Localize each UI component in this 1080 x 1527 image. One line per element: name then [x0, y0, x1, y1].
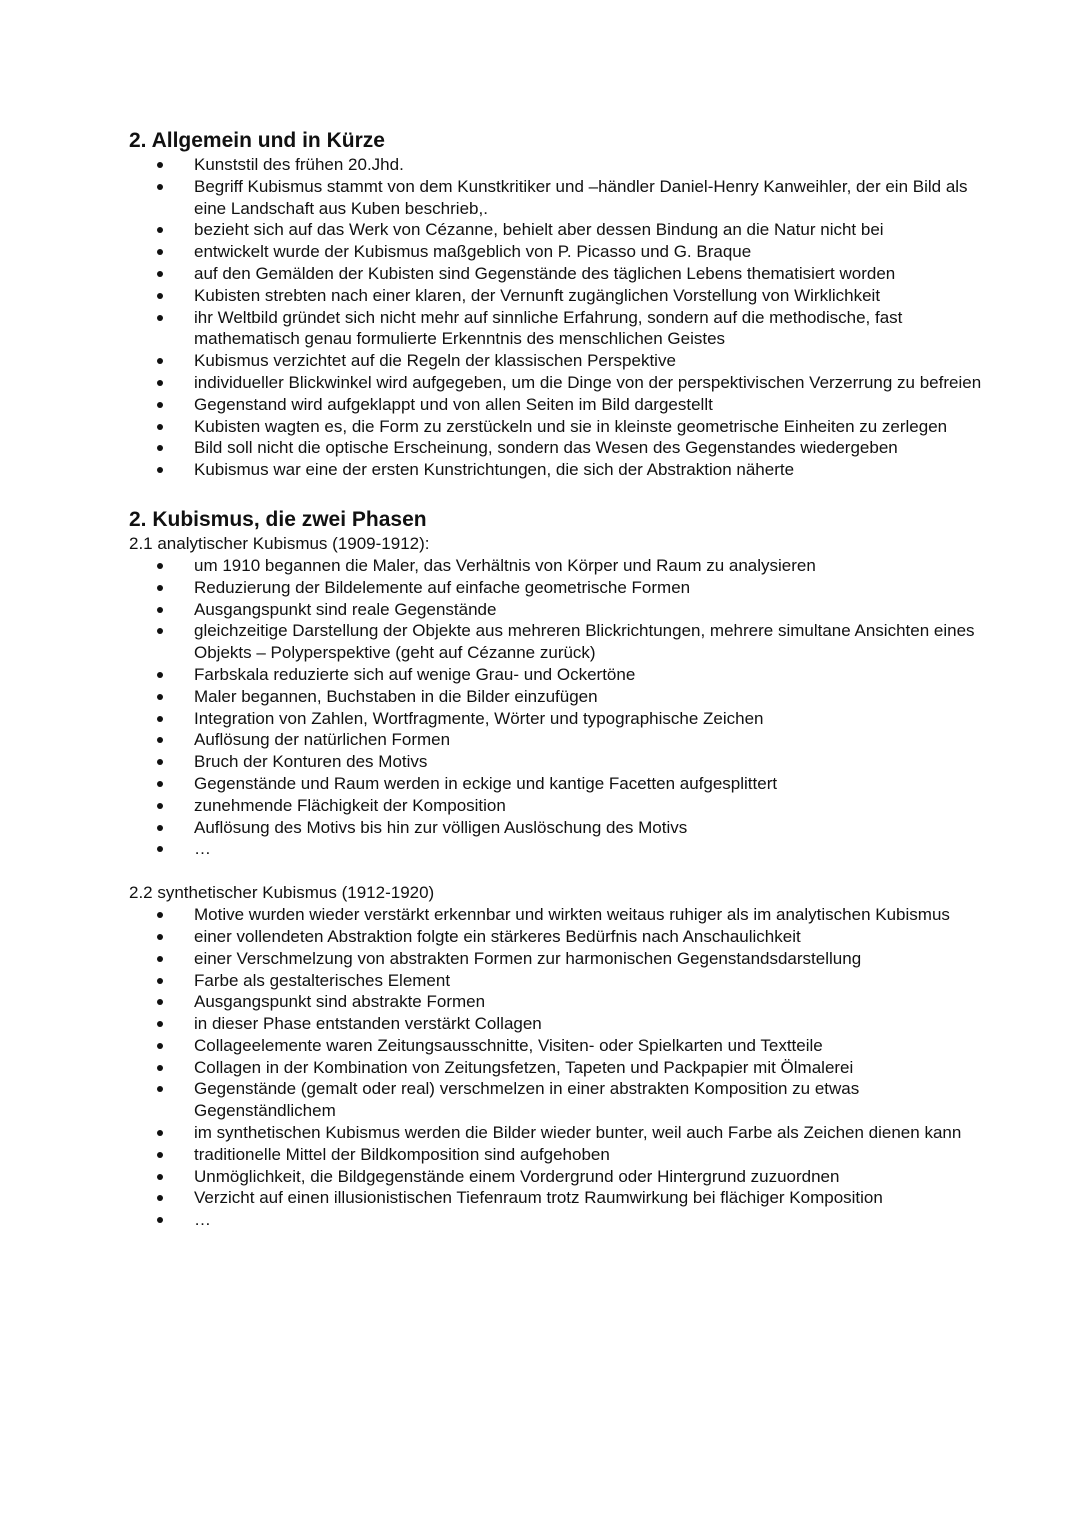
list-item: in dieser Phase entstanden verstärkt Collagen: [129, 1013, 989, 1035]
list-item: Reduzierung der Bildelemente auf einfache geometrische Formen: [129, 577, 989, 599]
list-item: gleichzeitige Darstellung der Objekte aus mehreren Blickrichtungen, mehrere simultane Ansichten eines Objekts – Polyperspektive (geht auf Cézanne zurück): [129, 620, 989, 664]
list-item: bezieht sich auf das Werk von Cézanne, behielt aber dessen Bindung an die Natur nicht bei: [129, 219, 989, 241]
list-item: Kubismus war eine der ersten Kunstrichtungen, die sich der Abstraktion näherte: [129, 459, 989, 481]
list-item: …: [129, 1209, 989, 1231]
list-item: Ausgangspunkt sind abstrakte Formen: [129, 991, 989, 1013]
list-item: traditionelle Mittel der Bildkomposition sind aufgehoben: [129, 1144, 989, 1166]
list-item: Collageelemente waren Zeitungsausschnitte, Visiten- oder Spielkarten und Textteile: [129, 1035, 989, 1057]
list-item: Farbe als gestalterisches Element: [129, 970, 989, 992]
list-item: Maler begannen, Buchstaben in die Bilder einzufügen: [129, 686, 989, 708]
list-item: Gegenstände (gemalt oder real) verschmelzen in einer abstrakten Komposition zu etwas Gegenständlichem: [129, 1078, 989, 1122]
list-item: einer vollendeten Abstraktion folgte ein stärkeres Bedürfnis nach Anschaulichkeit: [129, 926, 989, 948]
list-item: Auflösung der natürlichen Formen: [129, 729, 989, 751]
document-content: [129, 128, 989, 1231]
list-item: im synthetischen Kubismus werden die Bilder wieder bunter, weil auch Farbe als Zeichen dienen kann: [129, 1122, 989, 1144]
list-item: einer Verschmelzung von abstrakten Formen zur harmonischen Gegenstandsdarstellung: [129, 948, 989, 970]
subsection-heading-analytic: 2.1 analytischer Kubismus (1909-1912):: [129, 533, 430, 553]
list-item: Motive wurden wieder verstärkt erkennbar und wirkten weitaus ruhiger als im analytischen Kubismus: [129, 904, 989, 926]
section-phasen: [129, 507, 989, 1231]
list-item: Ausgangspunkt sind reale Gegenstände: [129, 599, 989, 621]
section-allgemein: [129, 128, 989, 481]
bullet-list: [129, 904, 989, 1231]
list-item: Unmöglichkeit, die Bildgegenstände einem Vordergrund oder Hintergrund zuzuordnen: [129, 1166, 989, 1188]
list-item: zunehmende Flächigkeit der Komposition: [129, 795, 989, 817]
list-item: Kubisten strebten nach einer klaren, der Vernunft zugänglichen Vorstellung von Wirklichkeit: [129, 285, 989, 307]
list-item: Bruch der Konturen des Motivs: [129, 751, 989, 773]
list-item: Verzicht auf einen illusionistischen Tiefenraum trotz Raumwirkung bei flächiger Komposition: [129, 1187, 989, 1209]
list-item: entwickelt wurde der Kubismus maßgeblich von P. Picasso und G. Braque: [129, 241, 989, 263]
list-item: Integration von Zahlen, Wortfragmente, Wörter und typographische Zeichen: [129, 708, 989, 730]
list-item: ihr Weltbild gründet sich nicht mehr auf sinnliche Erfahrung, sondern auf die methodische, fast mathematisch genau formulierte Erkenntnis des menschlichen Geistes: [129, 307, 989, 351]
list-item: um 1910 begannen die Maler, das Verhältnis von Körper und Raum zu analysieren: [129, 555, 989, 577]
list-item: …: [129, 838, 989, 860]
bullet-list: [129, 555, 989, 860]
list-item: individueller Blickwinkel wird aufgegeben, um die Dinge von der perspektivischen Verzerrung zu befreien: [129, 372, 989, 394]
list-item: Bild soll nicht die optische Erscheinung, sondern das Wesen des Gegenstandes wiedergeben: [129, 437, 989, 459]
list-item: Kubisten wagten es, die Form zu zerstückeln und sie in kleinste geometrische Einheiten zu zerlegen: [129, 416, 989, 438]
section-title: 2. Kubismus, die zwei Phasen: [129, 507, 427, 531]
list-item: Begriff Kubismus stammt von dem Kunstkritiker und –händler Daniel-Henry Kanweihler, der ein Bild als eine Landschaft aus Kuben beschrieb,.: [129, 176, 989, 220]
list-item: Farbskala reduzierte sich auf wenige Grau- und Ockertöne: [129, 664, 989, 686]
list-item: Kunststil des frühen 20.Jhd.: [129, 154, 989, 176]
list-item: auf den Gemälden der Kubisten sind Gegenstände des täglichen Lebens thematisiert worden: [129, 263, 989, 285]
bullet-list: [129, 154, 989, 481]
list-item: Gegenstand wird aufgeklappt und von allen Seiten im Bild dargestellt: [129, 394, 989, 416]
list-item: Auflösung des Motivs bis hin zur völligen Auslöschung des Motivs: [129, 817, 989, 839]
list-item: Collagen in der Kombination von Zeitungsfetzen, Tapeten und Packpapier mit Ölmalerei: [129, 1057, 989, 1079]
list-item: Gegenstände und Raum werden in eckige und kantige Facetten aufgesplittert: [129, 773, 989, 795]
subsection-heading-synthetic: 2.2 synthetischer Kubismus (1912-1920): [129, 883, 435, 903]
section-title: 2. Allgemein und in Kürze: [129, 129, 385, 152]
list-item: Kubismus verzichtet auf die Regeln der klassischen Perspektive: [129, 350, 989, 372]
